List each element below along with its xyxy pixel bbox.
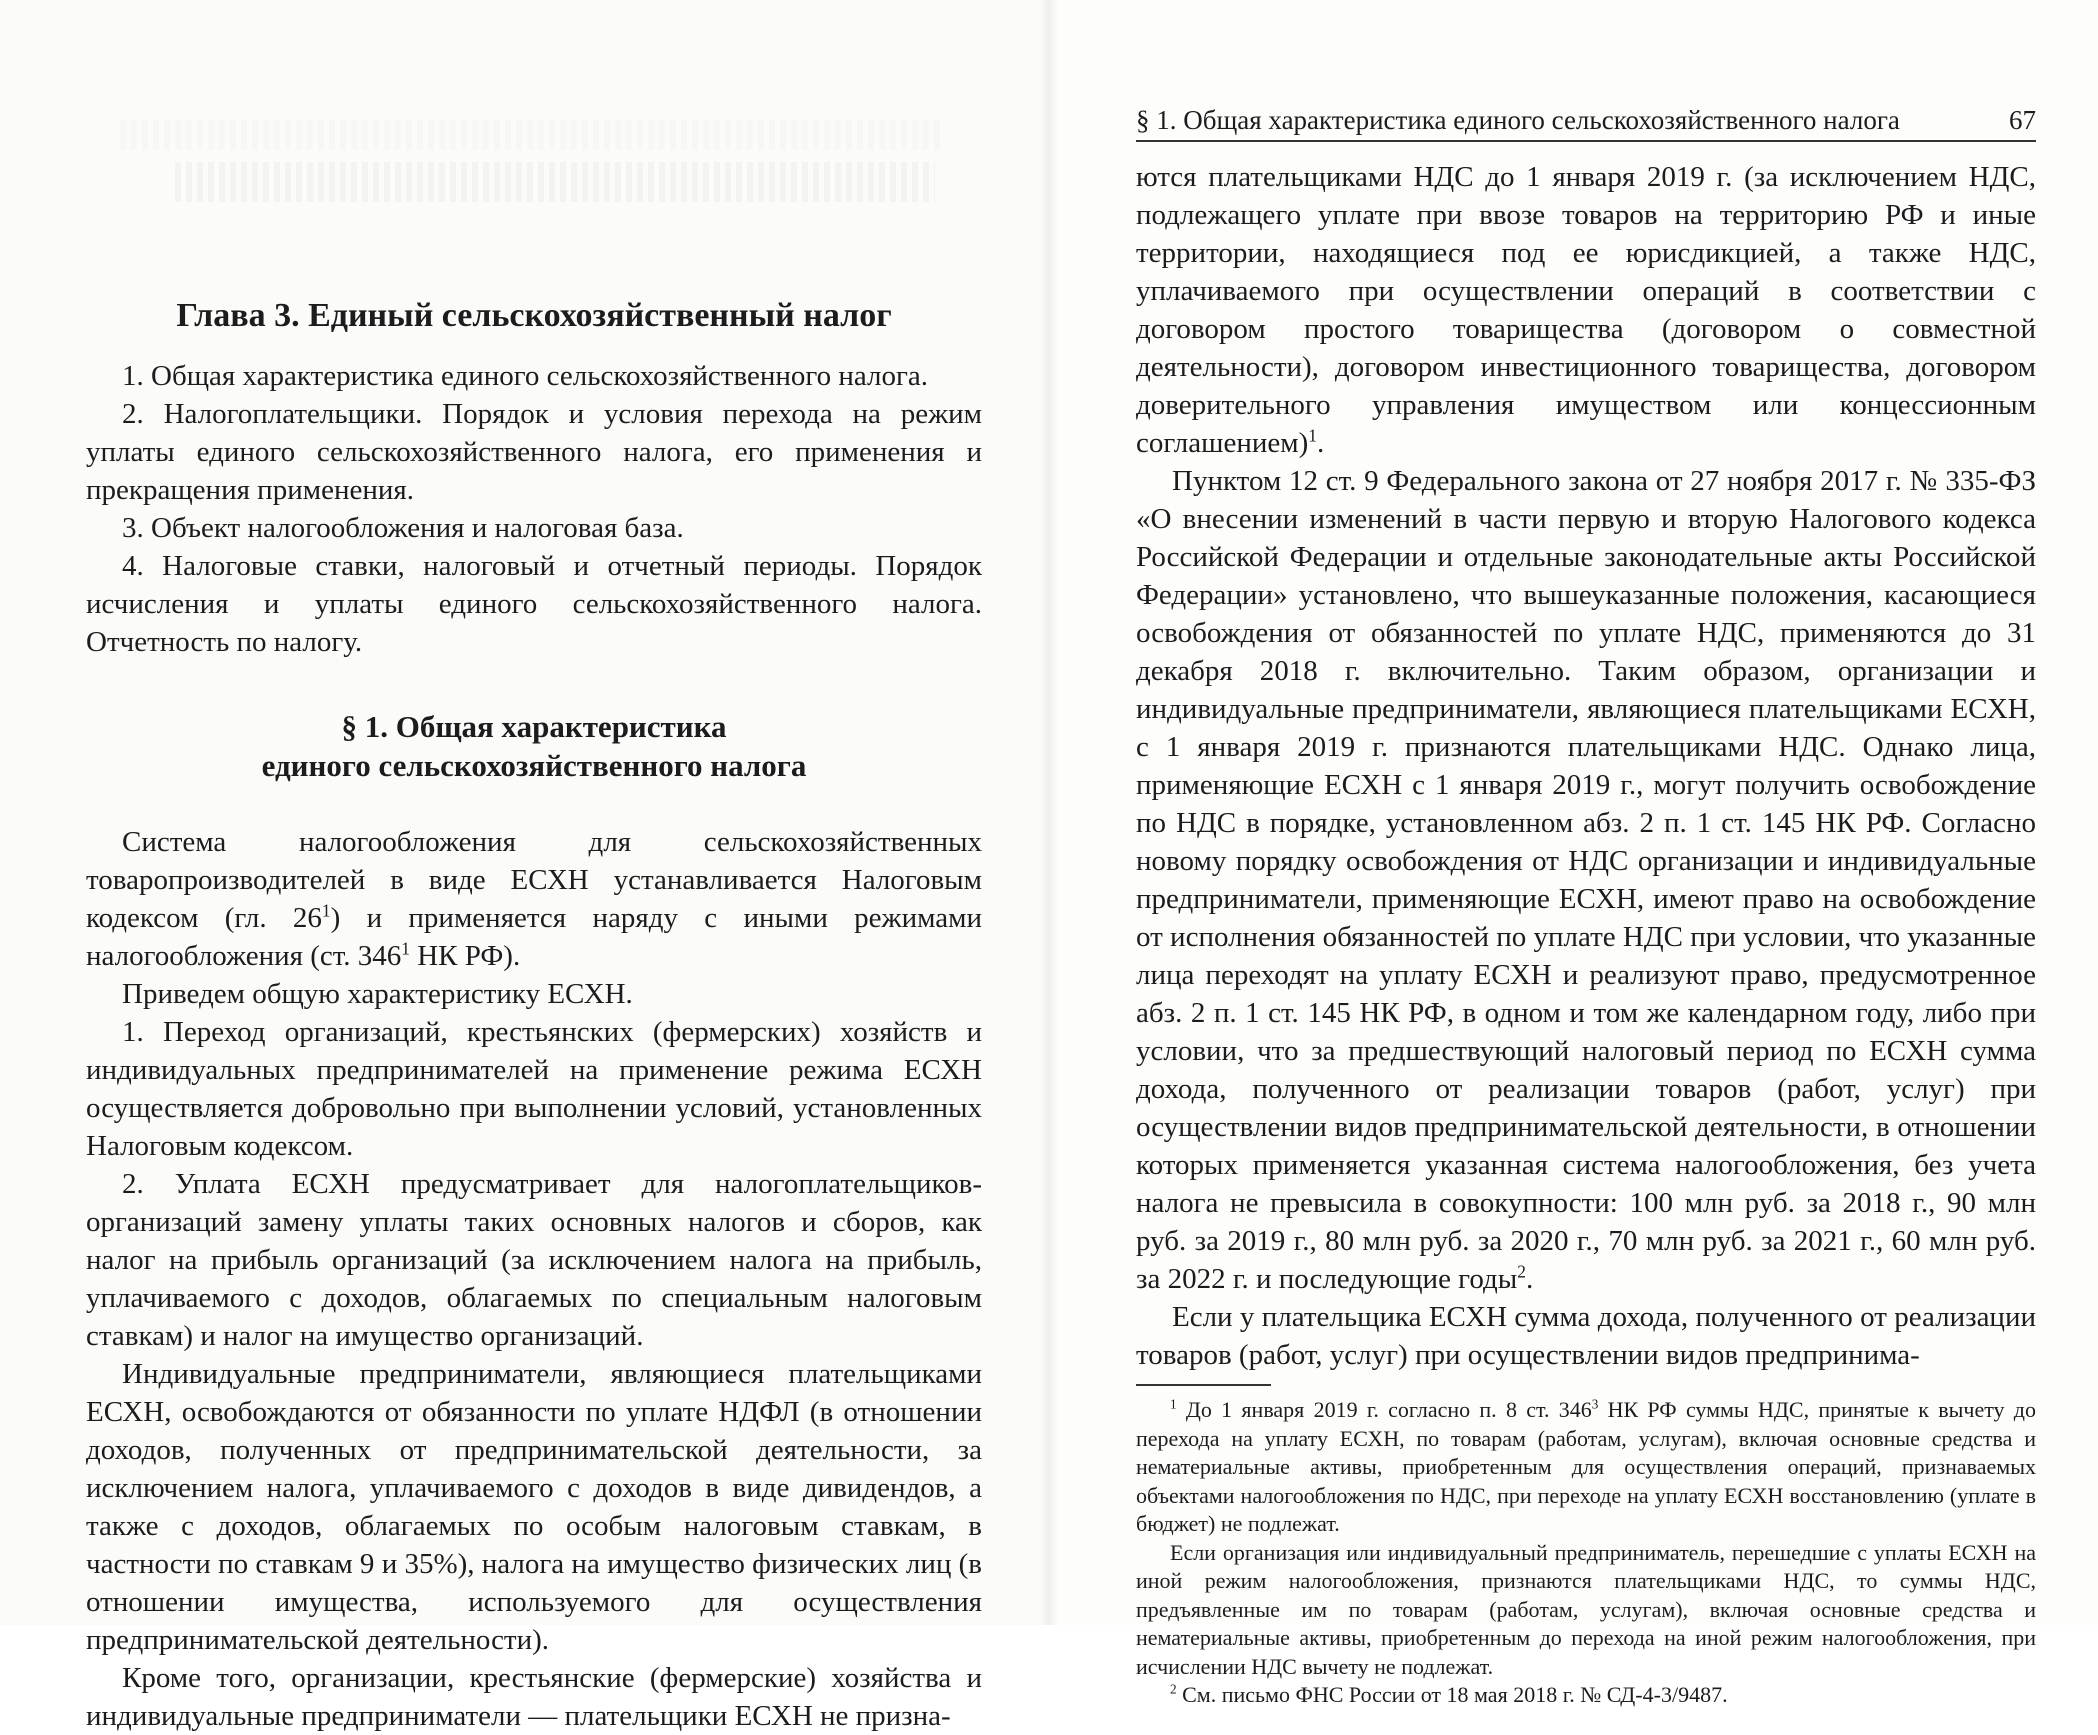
chapter-outline-item: 3. Объект налогообложения и налоговая база. [122,511,684,544]
footnote [1136,1396,2036,1539]
superscript: 1 [401,938,410,959]
left-page-body [86,296,982,1735]
paragraph-text: . [1316,427,1325,459]
paragraph-text: ются плательщиками НДС до 1 января 2019 г. (за исключением НДС, подлежащего уплате при ввозе товаров на территорию РФ и иные территории, находящиеся под ее юрисдикцией, а также НДС, уплачиваемого при осуществлении операций в соответствии с договором простого товарищества (договором о совместной деятельности), договором инвестиционного товарищества, договором доверительного управления имуществом или концессионным соглашением) [1136,161,2036,459]
footnote [1136,1681,2036,1710]
paragraph-text: ) и применяется наряду с иными режимами налогообложения (ст. 346 [86,901,982,972]
paragraph: Если у плательщика ЕСХН сумма дохода, полученного от реализации товаров (работ, услуг) при осуществлении видов предпринима- [1136,1301,2036,1371]
footnote-ref: 2 [1517,1261,1526,1282]
book-spine-shadow [1040,0,1058,1625]
running-head [1136,104,2036,142]
paragraph: Индивидуальные предприниматели, являющиеся плательщиками ЕСХН, освобождаются от обязанности по уплате НДФЛ (в отношении доходов, полученных от предпринимательской деятельности, за исключением налога, уплачиваемого с доходов в виде дивидендов, а также с доходов, облагаемых по особым налоговым ставкам, в частности по ставкам 9 и 35%), налога на имущество физических лиц (в отношении имущества, используемого для осуществления предпринимательской деятельности). [86,1357,982,1656]
section-title-line: § 1. Общая характеристика [341,708,727,744]
paragraph-text: . [1525,1263,1534,1295]
superscript: 3 [1591,1396,1599,1412]
chapter-title: Глава 3. Единый сельскохозяйственный налог [176,297,892,334]
footnote: Если организация или индивидуальный предприниматель, перешедшие с уплаты ЕСХН на иной режим налогообложения, признаются плательщиками НДС, то суммы НДС, предъявленные им по товарам (работам, услугам), включая основные средства и нематериальные активы, приобретенным до перехода на иной режим налогообложения, при исчислении НДС вычету не подлежат. [1136,1539,2036,1679]
chapter-outline-item: 1. Общая характеристика единого сельскохозяйственного налога. [122,359,928,392]
running-head-title: § 1. Общая характеристика единого сельскохозяйственного налога [1136,105,1900,135]
footnote-mark: 2 [1170,1681,1177,1697]
section-title [86,707,982,785]
paragraph: Приведем общую характеристику ЕСХН. [122,977,633,1010]
paragraph-text: НК РФ). [409,939,521,972]
bleed-through-text [120,120,940,150]
paragraph: Кроме того, организации, крестьянские (фермерские) хозяйства и индивидуальные предприниматели — плательщики ЕСХН не призна- [86,1661,982,1732]
chapter-outline-item: 2. Налогоплательщики. Порядок и условия перехода на режим уплаты единого сельскохозяйственного налога, его применения и прекращения применения. [86,397,982,506]
footnote-text: До 1 января 2019 г. согласно п. 8 ст. 346 [1176,1397,1592,1422]
footnote-divider [1136,1384,1271,1386]
footnote-ref: 1 [1308,425,1317,446]
page-number: 67 [2009,105,2036,135]
footnote-mark: 1 [1170,1396,1177,1412]
paragraph-text: Пунктом 12 ст. 9 Федерального закона от 27 ноября 2017 г. № 335-ФЗ «О внесении изменений в части первую и вторую Налогового кодекса Российской Федерации и отдельные законодательные акты Российской Федерации» установлено, что вышеуказанные положения, касающиеся освобождения от обязанностей по уплате НДС, применяются до 31 декабря 2018 г. включительно. Таким образом, организации и индивидуальные предприниматели, являющиеся плательщиками ЕСХН, с 1 января 2019 г. признаются плательщиками НДС. Однако лица, применяющие ЕСХН с 1 января 2019 г., могут получить освобождение по НДС в порядке, установленном абз. 2 п. 1 ст. 145 НК РФ. Согласно новому порядку освобождения от НДС организации и индивидуальные предприниматели, применяющие ЕСХН, имеют право на освобождение от исполнения обязанностей по уплате НДС при условии, что указанные лица переходят на уплату ЕСХН и реализуют право, предусмотренное абз. 2 п. 1 ст. 145 НК РФ, в одном и том же календарном году, либо при условии, что за предшествующий налоговый период по ЕСХН сумма дохода, полученного от реализации товаров (работ, услуг) при осуществлении видов предпринимательской деятельности, в отношении которых применяется указанная система налогообложения, без учета налога не превысила в совокупности: 100 млн руб. за 2018 г., 90 млн руб. за 2019 г., 80 млн руб. за 2020 г., 70 млн руб. за 2021 г., 60 млн руб. за 2022 г. и последующие годы [1136,465,2036,1295]
paragraph: 2. Уплата ЕСХН предусматривает для налогоплательщиков-организаций замену уплаты таких основных налогов и сборов, как налог на прибыль организаций (за исключением налога на прибыль, уплачиваемого с доходов, облагаемых по специальным налоговым ставкам) и налог на имущество организаций. [86,1167,982,1352]
section-title-line: единого сельскохозяйственного налога [261,747,807,783]
paragraph-text: Система налогообложения для сельскохозяйственных товаропроизводителей в виде ЕСХН устанавливается Налоговым кодексом (гл. 26 [86,825,982,934]
chapter-outline-item: 4. Налоговые ставки, налоговый и отчетный периоды. Порядок исчисления и уплаты единого сельскохозяйственного налога. Отчетность по налогу. [86,549,982,658]
paragraph [86,823,982,975]
bleed-through-text [175,162,935,202]
paragraph: 1. Переход организаций, крестьянских (фермерских) хозяйств и индивидуальных предпринимателей на применение режима ЕСХН осуществляется добровольно при выполнении условий, установленных Налоговым кодексом. [86,1015,982,1162]
left-page [0,0,1049,1732]
right-page-body [1136,158,2036,1710]
paragraph [1136,462,2036,1298]
superscript: 1 [321,900,331,921]
footnote-text: НК РФ суммы НДС, принятые к вычету до перехода на уплату ЕСХН, по товарам (работам, услугам), включая основные средства и нематериальные активы, приобретенным для осуществления операций, признаваемых объектами налогообложения по НДС, при переходе на уплату ЕСХН восстановлению (уплате в бюджет) не подлежат. [1136,1397,2036,1536]
footnote-text: См. письмо ФНС России от 18 мая 2018 г. № СД-4-3/9487. [1176,1682,1728,1707]
paragraph [1136,158,2036,462]
